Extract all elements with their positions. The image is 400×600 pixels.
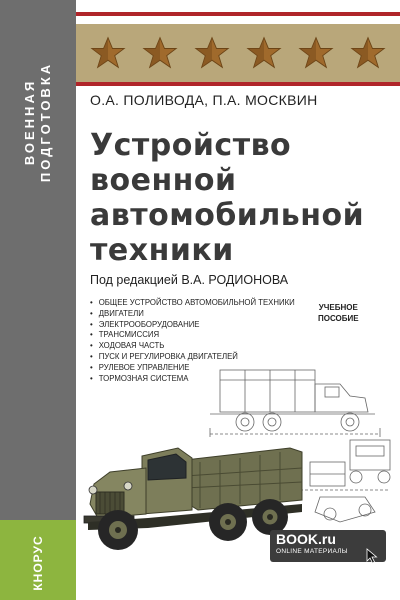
topic-item: • ОБЩЕЕ УСТРОЙСТВО АВТОМОБИЛЬНОЙ ТЕХНИКИ — [90, 298, 295, 309]
top-red-line — [76, 12, 400, 16]
star-icon — [298, 35, 334, 71]
topic-item: • ДВИГАТЕЛИ — [90, 309, 295, 320]
topic-item: • РУЛЕВОЕ УПРАВЛЕНИЕ — [90, 363, 295, 374]
editor: Под редакцией В.А. РОДИОНОВА — [90, 273, 289, 287]
star-icon — [194, 35, 230, 71]
star-icon — [246, 35, 282, 71]
star-icon — [350, 35, 386, 71]
star-row — [76, 24, 400, 82]
title-line-1: Устройство — [90, 128, 292, 163]
edition-type — [318, 302, 359, 324]
badge-subtitle: ONLINE МАТЕРИАЛЫ — [276, 548, 348, 555]
cursor-icon — [366, 548, 378, 564]
series-line-2: ПОДГОТОВКА — [38, 61, 53, 183]
book-title — [90, 128, 390, 268]
edition-type-line-1: УЧЕБНОЕ — [318, 303, 358, 312]
edition-type-line-2: ПОСОБИЕ — [318, 314, 359, 323]
topic-item: • ХОДОВАЯ ЧАСТЬ — [90, 341, 295, 352]
topic-item: • ТОРМОЗНАЯ СИСТЕМА — [90, 374, 295, 385]
topic-item: • ТРАНСМИССИЯ — [90, 330, 295, 341]
publisher-name: КНОРУС — [31, 535, 45, 591]
authors: О.А. ПОЛИВОДА, П.А. МОСКВИН — [90, 92, 318, 108]
badge-site: BOOK.ru — [276, 531, 336, 547]
star-icon — [90, 35, 126, 71]
star-icon — [142, 35, 178, 71]
star-band-red-line — [76, 82, 400, 86]
title-line-3: автомобильной — [90, 198, 365, 233]
topic-item: • ЭЛЕКТРООБОРУДОВАНИЕ — [90, 320, 295, 331]
title-line-2: военной — [90, 163, 237, 198]
series-line-1: ВОЕННАЯ — [22, 78, 37, 166]
title-line-4: техники — [90, 233, 234, 268]
series-title — [22, 62, 54, 182]
topic-item: • ПУСК И РЕГУЛИРОВКА ДВИГАТЕЛЕЙ — [90, 352, 295, 363]
